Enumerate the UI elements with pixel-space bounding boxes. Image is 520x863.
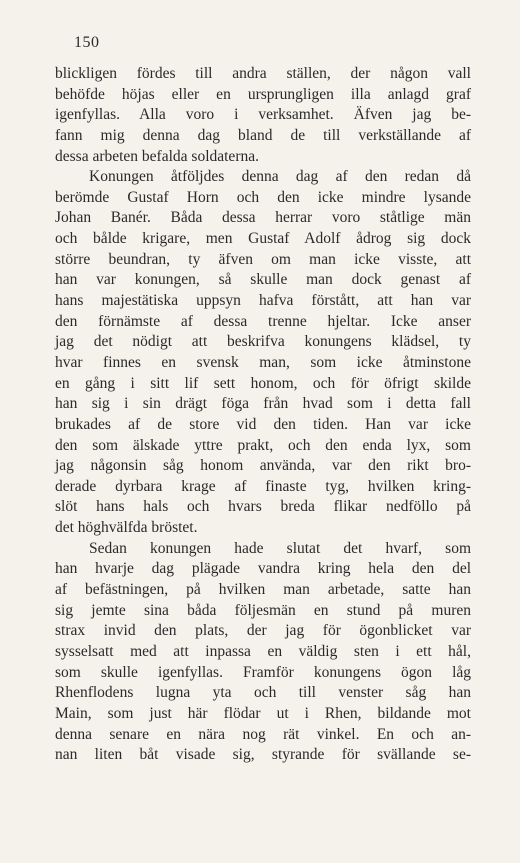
text-line: han sig i sin drägt föga från hvad som i detta fall (55, 395, 471, 413)
text-line: denna senare en nära nog rät vinkel. En och an- (55, 725, 471, 743)
paragraph (55, 539, 471, 766)
text-line: hans majestätiska uppsyn hafva förstått, att han var (55, 292, 471, 310)
text-line: slöt hans hals och hvars breda flikar nedföllo på (55, 498, 471, 516)
text-line: brukades af de store vid den tiden. Han var icke (55, 415, 471, 433)
text-line: en gång i sitt lif sett honom, och för öfrigt skilde (55, 374, 471, 392)
text-line: Rhenflodens lugna yta och till venster såg han (55, 684, 471, 702)
text-line: dessa arbeten befalda soldaterna. (55, 147, 259, 165)
text-line: strax invid den plats, der jag för ögonblicket var (55, 622, 471, 640)
body-text (55, 64, 471, 766)
text-line: sysselsatt med att inpassa en väldig sten i ett hål, (55, 642, 471, 660)
text-line: som skulle igenfyllas. Framför konungens ögon låg (55, 663, 471, 681)
text-line: hvar finnes en svensk man, som icke åtminstone (55, 353, 471, 371)
text-line: den som älskade yttre prakt, och den enda lyx, som (55, 436, 471, 454)
text-line: han hvarje dag plägade vandra kring hela den del (55, 560, 471, 578)
page-number: 150 (74, 34, 100, 51)
text-line: Johan Banér. Båda dessa herrar voro ståtlige män (55, 209, 471, 227)
text-line: jag det nödigt att beskrifva konungens klädsel, ty (55, 333, 471, 351)
text-line: större beundran, ty äfven om man icke visste, att (55, 250, 471, 268)
text-line: han var konungen, så skulle man dock genast af (55, 271, 471, 289)
text-line: Konungen åtföljdes denna dag af den redan då (89, 168, 471, 186)
text-line: af befästningen, på hvilken man arbetade, satte han (55, 581, 471, 599)
text-line: nan liten båt visade sig, styrande för svällande se- (55, 746, 471, 764)
text-line: behöfde höjas eller en ursprungligen illa anlagd graf (55, 85, 471, 103)
text-line: det höghvälfda bröstet. (55, 519, 198, 537)
paragraph (55, 64, 471, 167)
text-line: derade dyrbara krage af finaste tyg, hvilken kring- (55, 477, 471, 495)
text-line: sig jemte sina båda följesmän en stund på muren (55, 601, 471, 619)
text-line: berömde Gustaf Horn och den icke mindre lysande (55, 188, 471, 206)
text-line: igenfyllas. Alla voro i verksamhet. Äfven jag be- (55, 106, 471, 124)
text-line: den förnämste af dessa trenne hjeltar. Icke anser (55, 312, 471, 330)
text-line: jag någonsin såg honom använda, var den rikt bro- (55, 457, 471, 475)
paragraph (55, 167, 471, 539)
text-line: Sedan konungen hade slutat det hvarf, som (89, 539, 471, 557)
text-line: Main, som just här flödar ut i Rhen, bildande mot (55, 704, 471, 722)
text-line: fann mig denna dag bland de till verkställande af (55, 126, 471, 144)
text-line: blickligen fördes till andra ställen, der någon vall (55, 65, 471, 82)
text-line: och bålde krigare, men Gustaf Adolf ådrog sig dock (55, 230, 471, 248)
